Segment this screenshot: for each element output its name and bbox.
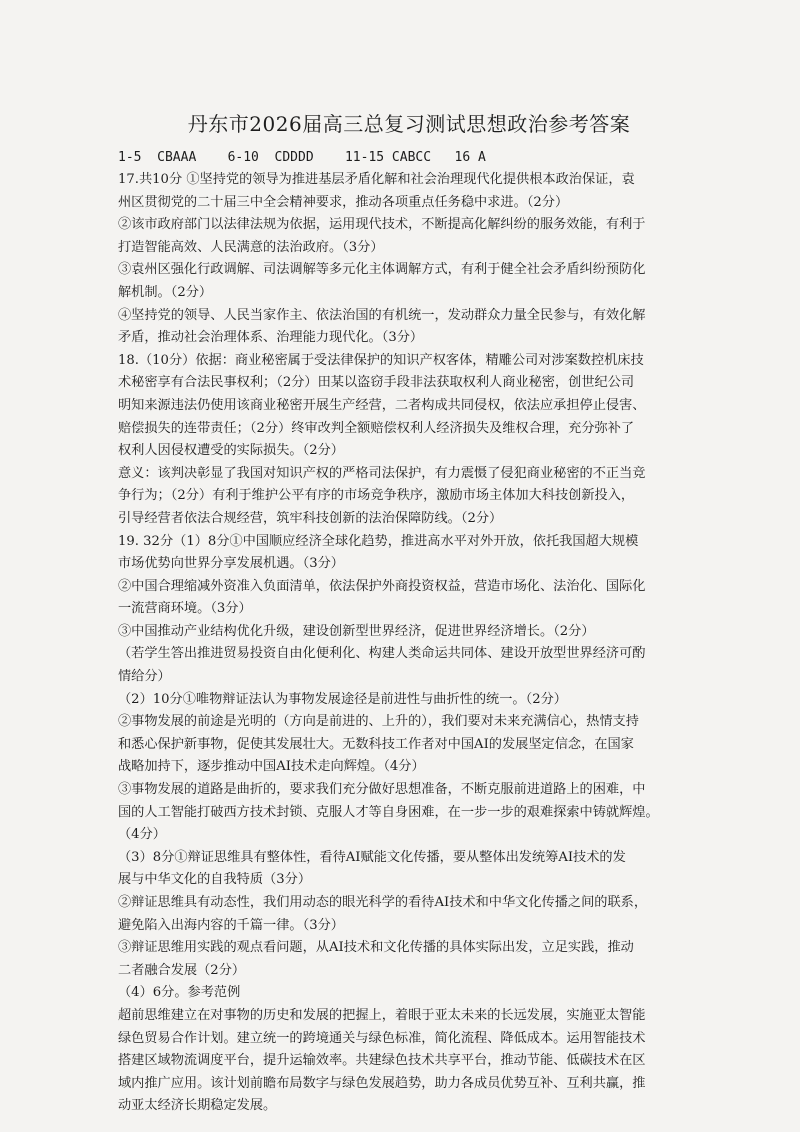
- answer-line: ②该市政府部门以法律法规为依据，运用现代技术，不断提高化解纠纷的服务效能，有利于: [118, 217, 646, 233]
- answer-line: ②辩证思维具有动态性，我们用动态的眼光科学的看待AI技术和中华文化传播之间的联系，: [118, 895, 648, 910]
- answer-line: ③袁州区强化行政调解、司法调解等多元化主体调解方式，有利于健全社会矛盾纠纷预防化: [118, 262, 646, 278]
- answer-line: （4分）: [118, 827, 166, 843]
- answer-line: ②中国合理缩减外资准入负面清单，依法保护外商投资权益，营造市场化、法治化、国际化: [118, 578, 646, 594]
- answer-line: 动亚太经济长期稳定发展。: [118, 1098, 277, 1114]
- answer-line: 引导经营者依法合规经营，筑牢科技创新的法治保障防线。（2分）: [118, 510, 503, 526]
- multiple-choice-answers: 1-5 CBAAA 6-10 CDDDD 11-15 CABCC 16 A: [118, 150, 486, 165]
- answer-line: 市场优势向世界分享发展机遇。（3分）: [118, 556, 344, 572]
- answer-line: 州区贯彻党的二十届三中全会精神要求，推动各项重点任务稳中求进。（2分）: [118, 194, 569, 210]
- answer-line: （若学生答出推进贸易投资自由化便利化、构建人类命运共同体、建设开放型世界经济可酌: [118, 646, 646, 662]
- answer-line: 权利人因侵权遭受的实际损失。（2分）: [118, 443, 344, 459]
- page-title: 丹东市2026届高三总复习测试思想政治参考答案: [187, 112, 631, 136]
- answer-line: 战略加持下，逐步推动中国AI技术走向辉煌。（4分）: [118, 759, 425, 775]
- answer-line: 域内推广应用。该计划前瞻布局数字与绿色发展趋势，助力各成员优势互补、互利共赢，推: [118, 1075, 646, 1091]
- answer-line: （2）10分①唯物辩证法认为事物发展途径是前进性与曲折性的统一。（2分）: [118, 691, 567, 707]
- answer-line: 二者融合发展（2分）: [118, 962, 246, 978]
- answer-line: 意义：该判决彰显了我国对知识产权的严格司法保护，有力震慑了侵犯商业秘密的不正当竞: [118, 465, 646, 481]
- answer-line: 19. 32分（1）8分①中国顺应经济全球化趋势，推进高水平对外开放，依托我国超大规模: [118, 533, 639, 549]
- answer-line: （4）6分。参考范例: [118, 985, 241, 1001]
- answer-line: 避免陷入出海内容的千篇一律。（3分）: [118, 917, 344, 933]
- answer-line: 和悉心保护新事物，促使其发展壮大。无数科技工作者对中国AI的发展坚定信念，在国家: [118, 736, 634, 752]
- answer-line: 赔偿损失的连带责任；（2分）终审改判全额赔偿权利人经济损失及维权合理，充分弥补了: [118, 420, 635, 436]
- answer-line: 矛盾，推动社会治理体系、治理能力现代化。（3分）: [118, 330, 424, 346]
- answer-line: 打造智能高效、人民满意的法治政府。（3分）: [118, 239, 384, 255]
- answer-line: ③事物发展的道路是曲折的，要求我们充分做好思想准备，不断克服前进道路上的困难，中: [118, 782, 646, 798]
- answer-line: 争行为；（2分）有利于维护公平有序的市场竞争秩序，激励市场主体加大科技创新投入，: [118, 488, 635, 504]
- answer-line: 情给分）: [118, 669, 171, 685]
- answer-line: 超前思维建立在对事物的历史和发展的把握上，着眼于亚太未来的长远发展，实施亚太智能: [118, 1007, 646, 1023]
- answer-line: 绿色贸易合作计划。建立统一的跨境通关与绿色标准，简化流程、降低成本。运用智能技术: [118, 1030, 646, 1046]
- answer-line: ③中国推动产业结构优化升级，建设创新型世界经济，促进世界经济增长。（2分）: [118, 623, 595, 639]
- answer-line: ④坚持党的领导、人民当家作主、依法治国的有机统一，发动群众力量全民参与，有效化解: [118, 307, 646, 323]
- answer-line: ③辩证思维用实践的观点看问题，从AI技术和文化传播的具体实际出发，立足实践，推动: [118, 940, 634, 956]
- answer-line: 搭建区域物流调度平台，提升运输效率。共建绿色技术共享平台，推动节能、低碳技术在区: [118, 1053, 646, 1069]
- answer-line: 明知来源违法仍使用该商业秘密开展生产经营，二者构成共同侵权，依法应承担停止侵害、: [118, 397, 646, 413]
- answer-line: 国的人工智能打破西方技术封锁、克服人才等自身困难，在一步一步的艰难探索中铸就辉煌。: [118, 804, 659, 820]
- answer-line: 解机制。（2分）: [118, 284, 213, 300]
- answer-line: 17.共10分 ①坚持党的领导为推进基层矛盾化解和社会治理现代化提供根本政治保证，袁: [118, 172, 635, 187]
- answer-line: （3）8分①辩证思维具有整体性，看待AI赋能文化传播，要从整体出发统筹AI技术的发: [118, 849, 626, 865]
- answer-body: [118, 169, 730, 1118]
- answer-line: 18.（10分）依据：商业秘密属于受法律保护的知识产权客体，精雕公司对涉案数控机床技: [118, 352, 644, 368]
- answer-line: 展与中华文化的自我特质（3分）: [118, 872, 312, 888]
- answer-line: 一流营商环境。（3分）: [118, 601, 252, 617]
- answer-line: 术秘密享有合法民事权利；（2分）田某以盗窃手段非法获取权利人商业秘密，创世纪公司: [118, 375, 635, 391]
- answer-line: ②事物发展的前途是光明的（方向是前进的、上升的），我们要对未来充满信心，热情支持: [118, 714, 639, 730]
